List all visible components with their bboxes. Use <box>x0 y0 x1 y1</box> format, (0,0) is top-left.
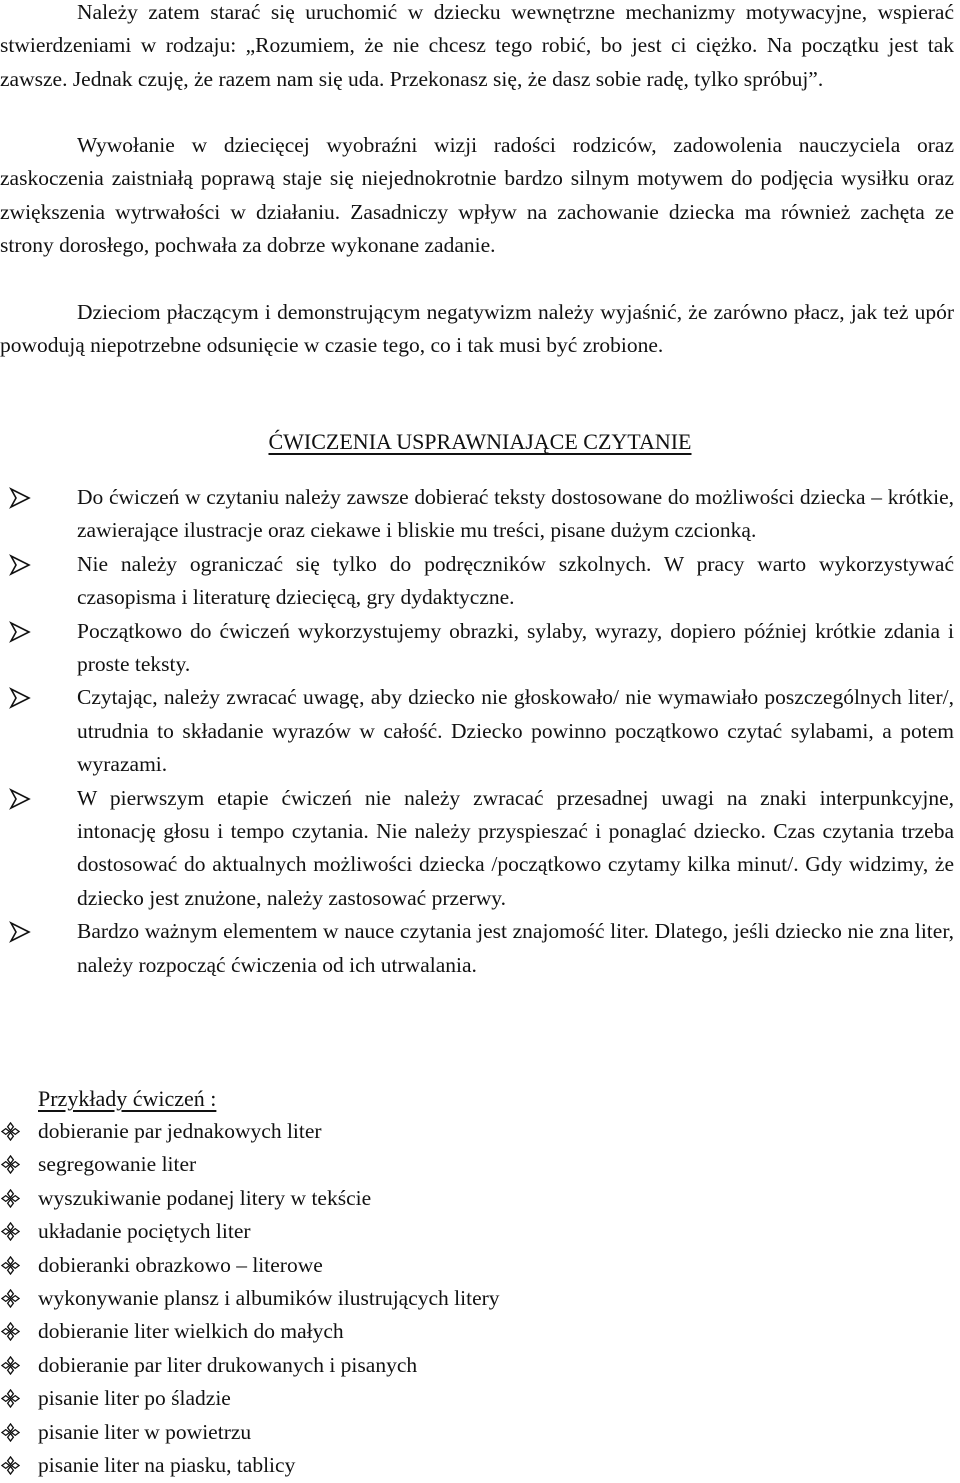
list-item-text: pisanie liter po śladzie <box>38 1386 231 1411</box>
list-item-text: segregowanie liter <box>38 1152 197 1177</box>
arrowhead-bullet-icon <box>9 548 31 581</box>
four-diamond-bullet-icon <box>1 1189 20 1208</box>
list-item <box>0 1182 954 1215</box>
body-paragraph: Należy zatem starać się uruchomić w dziecku wewnętrzne mechanizmy motywacyjne, wspierać stwierdzeniami w rodzaju: „Rozumiem, że nie chcesz tego robić, bo jest ci ciężko. Na początku jest tak zawsze. Jednak czuję, że razem nam się uda. Przekonasz się, że dasz sobie radę, tylko spróbuj”. <box>0 0 954 91</box>
arrowhead-bullet-icon <box>9 481 31 514</box>
list-item-text: wyszukiwanie podanej litery w tekście <box>38 1185 372 1210</box>
list-item-text: dobieranki obrazkowo – literowe <box>38 1252 323 1277</box>
four-diamond-bullet-icon <box>1 1122 20 1141</box>
list-item-text: Nie należy ograniczać się tylko do podręczników szkolnych. W pracy warto wykorzystywać czasopisma i literaturę dziecięcą, gry dydaktyczne. <box>77 551 954 610</box>
list-item <box>0 1215 954 1248</box>
arrowhead-bullet-icon <box>9 681 31 714</box>
list-item-text: pisanie liter w powietrzu <box>38 1419 252 1444</box>
arrowhead-bullet-icon <box>9 915 31 948</box>
list-item <box>0 681 954 781</box>
four-diamond-bullet-icon <box>1 1289 20 1308</box>
list-item-text: układanie pociętych liter <box>38 1219 251 1244</box>
four-diamond-bullet-icon <box>1 1423 20 1442</box>
list-item-text: dobieranie par jednakowych liter <box>38 1119 322 1143</box>
arrowhead-bullet-icon <box>9 782 31 815</box>
four-diamond-bullet-icon <box>1 1322 20 1341</box>
section-heading: ĆWICZENIA USPRAWNIAJĄCE CZYTANIE <box>268 429 692 454</box>
list-item <box>0 782 954 916</box>
body-paragraph: Wywołanie w dziecięcej wyobraźni wizji radości rodziców, zadowolenia nauczyciela oraz zaskoczenia zaistniałą poprawą staje się niejednokrotnie bardzo silnym motywem do podjęcia wysiłku oraz zwiększenia wytrwałości w działaniu. Zasadniczy wpływ na zachowanie dziecka ma również zachęta ze strony dorosłego, pochwała za dobrze wykonane zadanie. <box>0 133 954 258</box>
list-item-text: pisanie liter na piasku, tablicy <box>38 1453 296 1478</box>
list-item <box>0 1282 954 1315</box>
four-diamond-bullet-icon <box>1 1389 20 1408</box>
four-diamond-bullet-icon <box>1 1356 20 1375</box>
body-paragraph: Dzieciom płaczącym i demonstrującym negatywizm należy wyjaśnić, że zarówno płacz, jak też upór powodują niepotrzebne odsunięcie w czasie tego, co i tak musi być zrobione. <box>0 300 954 358</box>
list-item <box>0 1416 954 1449</box>
list-item <box>0 1148 954 1181</box>
list-item <box>0 1449 954 1482</box>
four-diamond-bullet-icon <box>1 1256 20 1275</box>
arrowhead-bullet-icon <box>9 615 31 648</box>
four-diamond-bullet-icon <box>1 1456 20 1475</box>
list-item <box>0 1315 954 1348</box>
list-item <box>0 1349 954 1382</box>
list-item <box>0 1115 954 1148</box>
examples-title: Przykłady ćwiczeń : <box>38 1086 217 1111</box>
examples-list <box>0 1115 954 1482</box>
list-item-text: Początkowo do ćwiczeń wykorzystujemy obrazki, sylaby, wyrazy, dopiero później krótkie zdania i proste teksty. <box>77 618 954 677</box>
list-item-text: Bardzo ważnym elementem w nauce czytania jest znajomość liter. Dlatego, jeśli dziecko nie zna liter, należy rozpocząć ćwiczenia od ich utrwalania. <box>77 919 954 977</box>
list-item <box>0 1249 954 1282</box>
list-item <box>0 615 954 682</box>
list-item-text: W pierwszym etapie ćwiczeń nie należy zwracać przesadnej uwagi na znaki interpunkcyjne, intonację głosu i tempo czytania. Nie należy przyspieszać i ponaglać dziecko. Czas czytania trzeba dostosować do aktualnych możliwości dziecka /początkowo czytamy kilka minut/. Gdy widzimy, że dziecko jest znużone, należy zastosować przerwy. <box>77 785 954 910</box>
list-item-text: Czytając, należy zwracać uwagę, aby dziecko nie głoskowało/ nie wymawiało poszczególnych liter/, utrudnia to składanie wyrazów w całość. Dziecko powinno początkowo czytać sylabami, a potem wyrazami. <box>77 685 954 777</box>
list-item <box>0 1382 954 1415</box>
list-item <box>0 548 954 615</box>
list-item <box>0 915 954 982</box>
list-item-text: wykonywanie plansz i albumików ilustrujących litery <box>38 1286 500 1311</box>
four-diamond-bullet-icon <box>1 1222 20 1241</box>
list-item-text: dobieranie par liter drukowanych i pisanych <box>38 1352 418 1377</box>
list-item <box>0 481 954 548</box>
four-diamond-bullet-icon <box>1 1155 20 1174</box>
list-item-text: Do ćwiczeń w czytaniu należy zawsze dobierać teksty dostosowane do możliwości dziecka – krótkie, zawierające ilustracje oraz ciekawe i bliskie mu treści, pisane dużym czcionką. <box>77 485 954 543</box>
list-item-text: dobieranie liter wielkich do małych <box>38 1319 344 1344</box>
guidelines-list <box>0 481 954 982</box>
